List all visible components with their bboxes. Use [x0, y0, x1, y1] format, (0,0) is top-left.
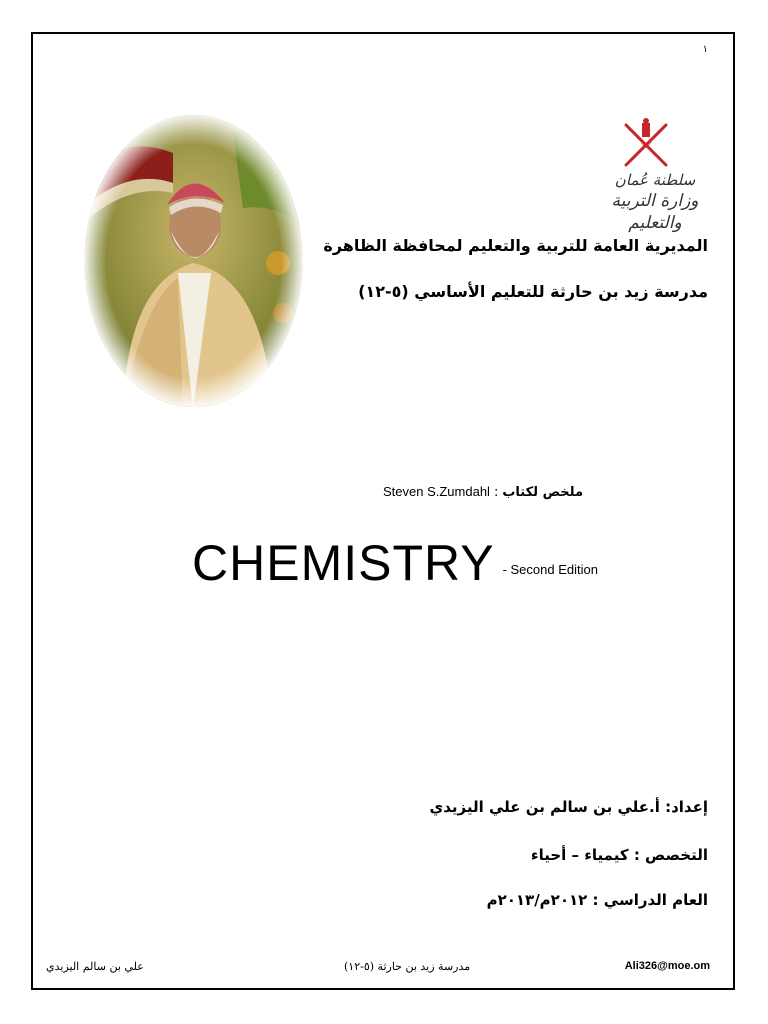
book-title	[192, 534, 598, 592]
academic-year-label: العام الدراسي	[603, 891, 708, 909]
prepared-by-name: أ.علي بن سالم بن علي اليزيدي	[429, 798, 660, 816]
ministry-logotype	[590, 170, 720, 234]
prepared-by-line	[430, 798, 709, 816]
summary-separator: :	[493, 485, 499, 500]
prepared-by-label: إعداد	[671, 798, 708, 816]
oman-emblem-icon	[616, 115, 676, 175]
specialization-separator: :	[633, 846, 640, 864]
specialization-line	[531, 846, 708, 864]
book-author: Steven S.Zumdahl	[383, 484, 490, 499]
ministry-country: سلطنة عُمان	[614, 171, 696, 189]
academic-year-value: ٢٠١٢م/٢٠١٣م	[486, 891, 588, 909]
summary-label: ملخص لكتاب	[502, 485, 584, 500]
specialization-label: التخصص	[645, 846, 708, 864]
footer-author: علي بن سالم اليزيدي	[46, 960, 144, 973]
footer-school: مدرسة زيد بن حارثة (٥-١٢)	[344, 960, 471, 973]
ministry-name: وزارة التربية والتعليم	[611, 191, 699, 233]
book-summary-line	[383, 484, 583, 500]
portrait-photo	[83, 113, 304, 409]
directorate-heading: المديرية العامة للتربية والتعليم لمحافظة الظاهرة	[323, 236, 708, 255]
academic-year-line	[487, 891, 708, 909]
title-main: CHEMISTRY	[192, 535, 495, 591]
school-heading: مدرسة زيد بن حارثة للتعليم الأساسي (٥-١٢)	[358, 282, 708, 301]
academic-year-separator: :	[592, 891, 599, 909]
page-number: ١	[702, 44, 708, 55]
footer-email: Ali326@moe.om	[624, 960, 710, 972]
title-edition: - Second Edition	[502, 562, 598, 577]
specialization-value: كيمياء – أحياء	[530, 846, 629, 864]
prepared-by-separator: :	[665, 798, 672, 816]
